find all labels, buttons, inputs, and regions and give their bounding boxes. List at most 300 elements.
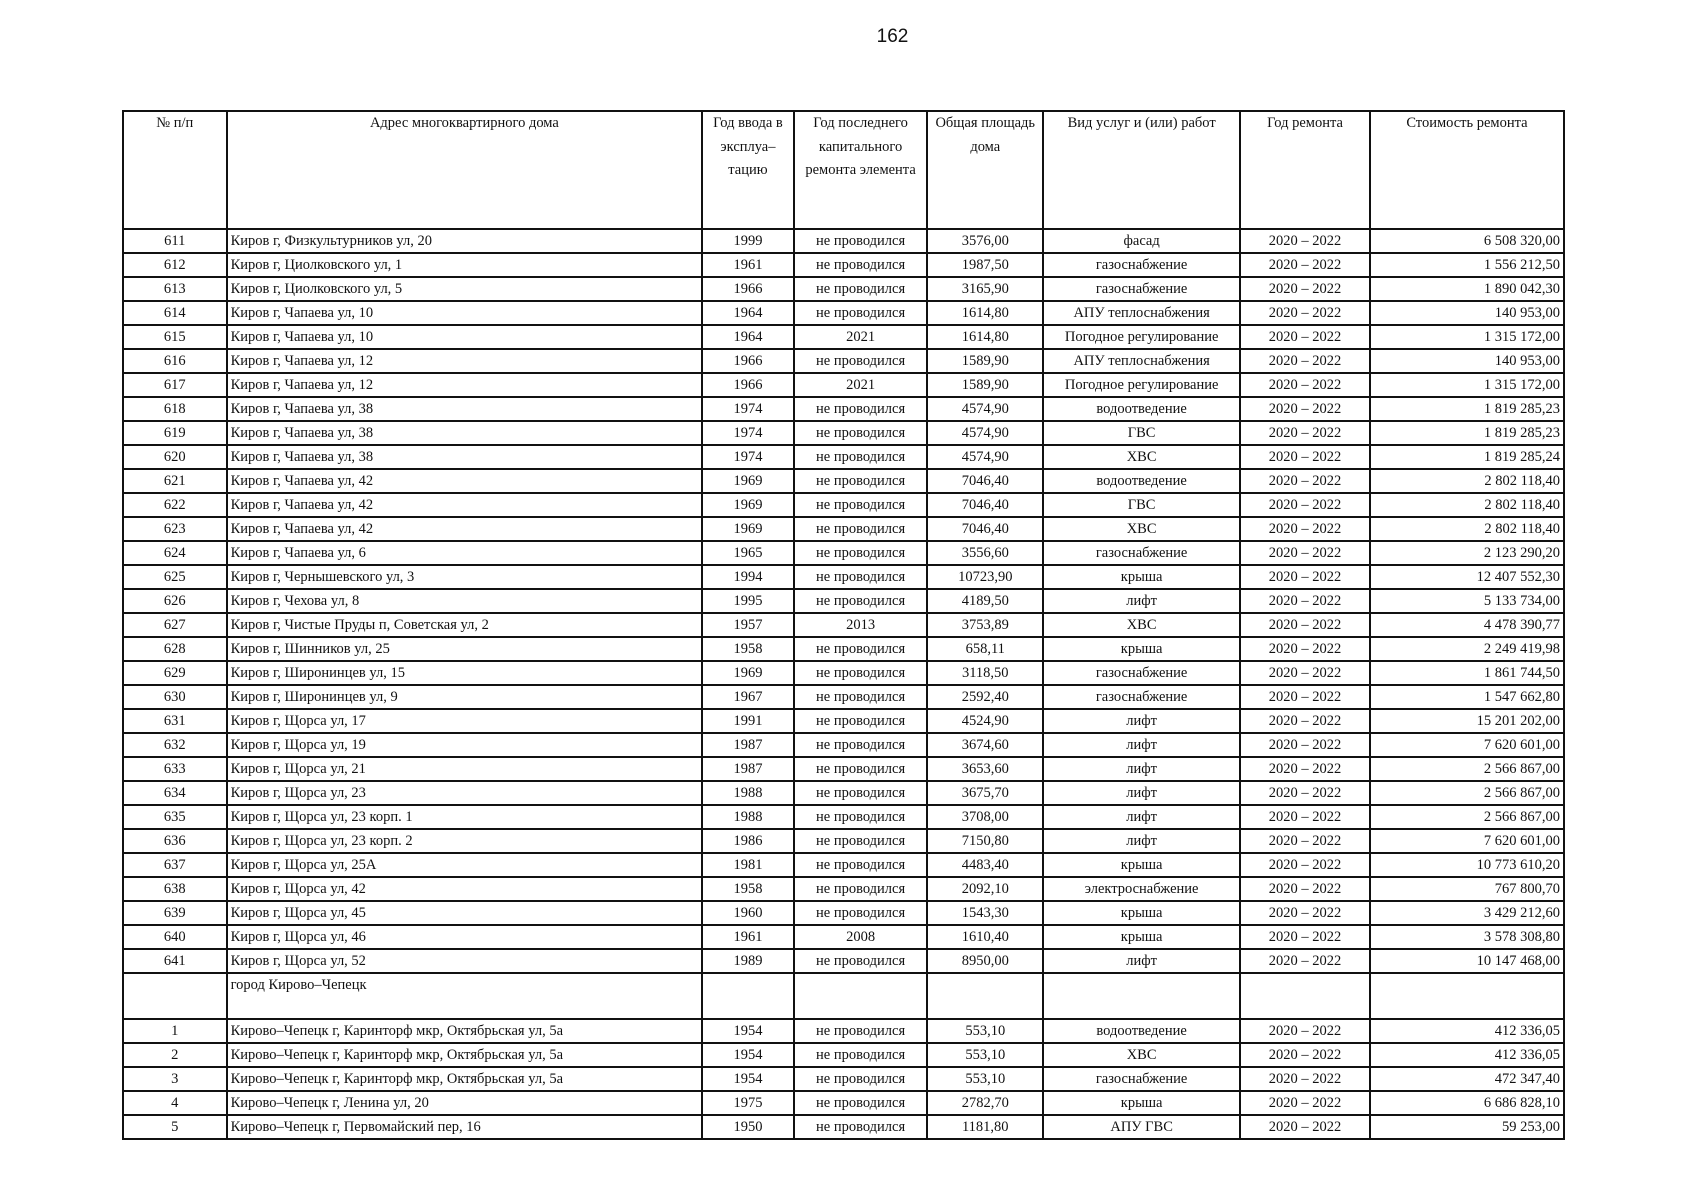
cell-repair-year: 2020 – 2022 [1240, 1019, 1370, 1043]
cell-repair-year: 2020 – 2022 [1240, 565, 1370, 589]
cell-area: 4574,90 [927, 397, 1043, 421]
cell-address: Киров г, Циолковского ул, 1 [227, 253, 703, 277]
cell-cost: 412 336,05 [1370, 1019, 1564, 1043]
cell-last-repair: не проводился [794, 277, 928, 301]
cell-cost: 5 133 734,00 [1370, 589, 1564, 613]
cell-repair-year: 2020 – 2022 [1240, 853, 1370, 877]
cell-address: Киров г, Чапаева ул, 6 [227, 541, 703, 565]
cell-cost: 2 802 118,40 [1370, 517, 1564, 541]
cell-last-repair: не проводился [794, 685, 928, 709]
cell-year-built: 1974 [702, 421, 794, 445]
cell-work-type: лифт [1043, 805, 1240, 829]
cell-year-built: 1999 [702, 229, 794, 253]
section-empty-cell [1043, 973, 1240, 1019]
cell-work-type: крыша [1043, 853, 1240, 877]
repair-table [122, 110, 1565, 1140]
cell-work-type: ХВС [1043, 1043, 1240, 1067]
cell-number: 4 [123, 1091, 227, 1115]
table-row [123, 853, 1564, 877]
cell-year-built: 1981 [702, 853, 794, 877]
cell-last-repair: не проводился [794, 565, 928, 589]
cell-address: Киров г, Чапаева ул, 42 [227, 517, 703, 541]
cell-address: Киров г, Щорса ул, 19 [227, 733, 703, 757]
cell-number: 620 [123, 445, 227, 469]
cell-address: Киров г, Щорса ул, 17 [227, 709, 703, 733]
cell-area: 2092,10 [927, 877, 1043, 901]
table-row [123, 277, 1564, 301]
cell-year-built: 1958 [702, 637, 794, 661]
cell-area: 2592,40 [927, 685, 1043, 709]
cell-cost: 1 556 212,50 [1370, 253, 1564, 277]
table-row [123, 1091, 1564, 1115]
cell-repair-year: 2020 – 2022 [1240, 493, 1370, 517]
cell-cost: 2 802 118,40 [1370, 469, 1564, 493]
section-empty-cell [1240, 973, 1370, 1019]
cell-work-type: ХВС [1043, 445, 1240, 469]
header-area: Общая площадь дома [927, 111, 1043, 229]
cell-area: 7046,40 [927, 517, 1043, 541]
cell-last-repair: не проводился [794, 1091, 928, 1115]
table-row [123, 613, 1564, 637]
cell-last-repair: не проводился [794, 757, 928, 781]
cell-area: 3653,60 [927, 757, 1043, 781]
cell-area: 1543,30 [927, 901, 1043, 925]
cell-work-type: лифт [1043, 589, 1240, 613]
cell-address: Киров г, Чернышевского ул, 3 [227, 565, 703, 589]
cell-repair-year: 2020 – 2022 [1240, 877, 1370, 901]
cell-address: Киров г, Широнинцев ул, 15 [227, 661, 703, 685]
table-row [123, 637, 1564, 661]
cell-last-repair: не проводился [794, 781, 928, 805]
cell-last-repair: не проводился [794, 253, 928, 277]
cell-number: 631 [123, 709, 227, 733]
cell-area: 7046,40 [927, 469, 1043, 493]
cell-area: 1987,50 [927, 253, 1043, 277]
cell-work-type: ГВС [1043, 493, 1240, 517]
cell-last-repair: не проводился [794, 829, 928, 853]
header-row [123, 111, 1564, 229]
cell-work-type: водоотведение [1043, 397, 1240, 421]
header-cost: Стоимость ремонта [1370, 111, 1564, 229]
cell-year-built: 1958 [702, 877, 794, 901]
cell-year-built: 1966 [702, 277, 794, 301]
cell-number: 638 [123, 877, 227, 901]
table-row [123, 445, 1564, 469]
cell-repair-year: 2020 – 2022 [1240, 757, 1370, 781]
cell-cost: 1 819 285,23 [1370, 421, 1564, 445]
cell-number: 635 [123, 805, 227, 829]
cell-work-type: электроснабжение [1043, 877, 1240, 901]
cell-repair-year: 2020 – 2022 [1240, 253, 1370, 277]
cell-area: 1610,40 [927, 925, 1043, 949]
section-empty-cell [1370, 973, 1564, 1019]
cell-last-repair: не проводился [794, 901, 928, 925]
section-empty-cell [702, 973, 794, 1019]
table-row [123, 301, 1564, 325]
cell-last-repair: не проводился [794, 397, 928, 421]
cell-repair-year: 2020 – 2022 [1240, 781, 1370, 805]
cell-year-built: 1991 [702, 709, 794, 733]
cell-address: Киров г, Чапаева ул, 12 [227, 373, 703, 397]
cell-address: Кирово–Чепецк г, Каринторф мкр, Октябрьская ул, 5а [227, 1067, 703, 1091]
cell-area: 1181,80 [927, 1115, 1043, 1139]
cell-area: 1589,90 [927, 349, 1043, 373]
cell-last-repair: не проводился [794, 709, 928, 733]
cell-cost: 1 315 172,00 [1370, 325, 1564, 349]
cell-repair-year: 2020 – 2022 [1240, 469, 1370, 493]
header-last-repair: Год последнего капитального ремонта элемента [794, 111, 928, 229]
cell-area: 3708,00 [927, 805, 1043, 829]
cell-cost: 59 253,00 [1370, 1115, 1564, 1139]
cell-area: 3556,60 [927, 541, 1043, 565]
cell-work-type: водоотведение [1043, 1019, 1240, 1043]
cell-area: 3576,00 [927, 229, 1043, 253]
cell-area: 3753,89 [927, 613, 1043, 637]
cell-last-repair: не проводился [794, 541, 928, 565]
cell-number: 622 [123, 493, 227, 517]
cell-cost: 4 478 390,77 [1370, 613, 1564, 637]
cell-address: Киров г, Физкультурников ул, 20 [227, 229, 703, 253]
cell-number: 617 [123, 373, 227, 397]
cell-repair-year: 2020 – 2022 [1240, 733, 1370, 757]
cell-repair-year: 2020 – 2022 [1240, 709, 1370, 733]
table-row [123, 685, 1564, 709]
cell-cost: 3 578 308,80 [1370, 925, 1564, 949]
cell-address: Киров г, Щорса ул, 52 [227, 949, 703, 973]
cell-last-repair: не проводился [794, 469, 928, 493]
cell-address: Киров г, Чапаева ул, 10 [227, 301, 703, 325]
cell-work-type: Погодное регулирование [1043, 325, 1240, 349]
cell-year-built: 1987 [702, 757, 794, 781]
cell-cost: 7 620 601,00 [1370, 733, 1564, 757]
cell-last-repair: не проводился [794, 637, 928, 661]
table-row [123, 733, 1564, 757]
cell-work-type: АПУ ГВС [1043, 1115, 1240, 1139]
cell-repair-year: 2020 – 2022 [1240, 1043, 1370, 1067]
cell-number: 632 [123, 733, 227, 757]
table-row [123, 829, 1564, 853]
cell-work-type: крыша [1043, 901, 1240, 925]
cell-work-type: АПУ теплоснабжения [1043, 301, 1240, 325]
table-row [123, 661, 1564, 685]
cell-area: 10723,90 [927, 565, 1043, 589]
cell-year-built: 1954 [702, 1019, 794, 1043]
cell-number: 3 [123, 1067, 227, 1091]
cell-area: 1614,80 [927, 301, 1043, 325]
cell-cost: 15 201 202,00 [1370, 709, 1564, 733]
cell-year-built: 1995 [702, 589, 794, 613]
cell-area: 3674,60 [927, 733, 1043, 757]
cell-year-built: 1974 [702, 445, 794, 469]
cell-year-built: 1964 [702, 325, 794, 349]
cell-repair-year: 2020 – 2022 [1240, 685, 1370, 709]
cell-repair-year: 2020 – 2022 [1240, 517, 1370, 541]
table-row [123, 325, 1564, 349]
cell-work-type: газоснабжение [1043, 661, 1240, 685]
cell-work-type: водоотведение [1043, 469, 1240, 493]
cell-number: 621 [123, 469, 227, 493]
cell-work-type: газоснабжение [1043, 541, 1240, 565]
cell-year-built: 1969 [702, 469, 794, 493]
cell-repair-year: 2020 – 2022 [1240, 637, 1370, 661]
cell-last-repair: не проводился [794, 877, 928, 901]
cell-work-type: крыша [1043, 1091, 1240, 1115]
table-row [123, 469, 1564, 493]
cell-cost: 412 336,05 [1370, 1043, 1564, 1067]
cell-year-built: 1964 [702, 301, 794, 325]
cell-address: Киров г, Шинников ул, 25 [227, 637, 703, 661]
cell-address: Киров г, Чапаева ул, 42 [227, 469, 703, 493]
cell-address: Киров г, Чапаева ул, 42 [227, 493, 703, 517]
table-row [123, 757, 1564, 781]
cell-repair-year: 2020 – 2022 [1240, 229, 1370, 253]
cell-area: 4524,90 [927, 709, 1043, 733]
cell-last-repair: не проводился [794, 445, 928, 469]
cell-repair-year: 2020 – 2022 [1240, 325, 1370, 349]
cell-area: 4483,40 [927, 853, 1043, 877]
table-row [123, 1043, 1564, 1067]
cell-cost: 6 686 828,10 [1370, 1091, 1564, 1115]
repair-table-wrapper [122, 110, 1565, 1140]
cell-cost: 1 315 172,00 [1370, 373, 1564, 397]
cell-year-built: 1974 [702, 397, 794, 421]
cell-address: Киров г, Чистые Пруды п, Советская ул, 2 [227, 613, 703, 637]
cell-repair-year: 2020 – 2022 [1240, 829, 1370, 853]
cell-address: Киров г, Щорса ул, 42 [227, 877, 703, 901]
cell-address: Киров г, Щорса ул, 25А [227, 853, 703, 877]
header-address: Адрес многоквартирного дома [227, 111, 703, 229]
cell-area: 553,10 [927, 1043, 1043, 1067]
cell-area: 3118,50 [927, 661, 1043, 685]
cell-last-repair: 2021 [794, 373, 928, 397]
cell-work-type: лифт [1043, 781, 1240, 805]
cell-repair-year: 2020 – 2022 [1240, 1115, 1370, 1139]
table-row [123, 805, 1564, 829]
cell-repair-year: 2020 – 2022 [1240, 373, 1370, 397]
cell-year-built: 1950 [702, 1115, 794, 1139]
cell-year-built: 1988 [702, 781, 794, 805]
cell-cost: 12 407 552,30 [1370, 565, 1564, 589]
cell-year-built: 1967 [702, 685, 794, 709]
cell-repair-year: 2020 – 2022 [1240, 613, 1370, 637]
cell-year-built: 1954 [702, 1067, 794, 1091]
cell-number: 633 [123, 757, 227, 781]
cell-work-type: крыша [1043, 565, 1240, 589]
cell-area: 553,10 [927, 1019, 1043, 1043]
cell-last-repair: не проводился [794, 1115, 928, 1139]
cell-repair-year: 2020 – 2022 [1240, 949, 1370, 973]
cell-repair-year: 2020 – 2022 [1240, 1067, 1370, 1091]
cell-repair-year: 2020 – 2022 [1240, 661, 1370, 685]
table-row [123, 709, 1564, 733]
table-row [123, 541, 1564, 565]
cell-year-built: 1961 [702, 253, 794, 277]
section-empty-cell [794, 973, 928, 1019]
cell-last-repair: не проводился [794, 349, 928, 373]
cell-last-repair: не проводился [794, 661, 928, 685]
cell-year-built: 1966 [702, 349, 794, 373]
cell-address: Киров г, Щорса ул, 23 корп. 2 [227, 829, 703, 853]
cell-year-built: 1969 [702, 493, 794, 517]
cell-last-repair: не проводился [794, 589, 928, 613]
cell-address: Кирово–Чепецк г, Первомайский пер, 16 [227, 1115, 703, 1139]
cell-number: 627 [123, 613, 227, 637]
cell-number: 615 [123, 325, 227, 349]
section-empty-cell [927, 973, 1043, 1019]
table-row [123, 1115, 1564, 1139]
cell-address: Киров г, Щорса ул, 46 [227, 925, 703, 949]
cell-cost: 10 147 468,00 [1370, 949, 1564, 973]
table-row [123, 1067, 1564, 1091]
table-row [123, 925, 1564, 949]
cell-address: Киров г, Щорса ул, 45 [227, 901, 703, 925]
cell-number: 629 [123, 661, 227, 685]
cell-area: 553,10 [927, 1067, 1043, 1091]
cell-repair-year: 2020 – 2022 [1240, 925, 1370, 949]
cell-address: Киров г, Чехова ул, 8 [227, 589, 703, 613]
cell-work-type: лифт [1043, 733, 1240, 757]
table-row [123, 373, 1564, 397]
cell-number: 628 [123, 637, 227, 661]
cell-address: Киров г, Щорса ул, 21 [227, 757, 703, 781]
cell-number: 5 [123, 1115, 227, 1139]
cell-cost: 1 819 285,23 [1370, 397, 1564, 421]
cell-last-repair: 2008 [794, 925, 928, 949]
table-row [123, 781, 1564, 805]
cell-year-built: 1960 [702, 901, 794, 925]
table-row [123, 397, 1564, 421]
cell-work-type: газоснабжение [1043, 253, 1240, 277]
cell-number: 614 [123, 301, 227, 325]
cell-year-built: 1957 [702, 613, 794, 637]
cell-cost: 472 347,40 [1370, 1067, 1564, 1091]
cell-cost: 2 802 118,40 [1370, 493, 1564, 517]
cell-number: 625 [123, 565, 227, 589]
header-year-built: Год ввода в эксплуа–тацию [702, 111, 794, 229]
cell-work-type: лифт [1043, 949, 1240, 973]
cell-number: 2 [123, 1043, 227, 1067]
cell-work-type: крыша [1043, 925, 1240, 949]
cell-cost: 2 566 867,00 [1370, 805, 1564, 829]
cell-last-repair: не проводился [794, 493, 928, 517]
cell-work-type: АПУ теплоснабжения [1043, 349, 1240, 373]
cell-number: 619 [123, 421, 227, 445]
cell-area: 3675,70 [927, 781, 1043, 805]
table-row [123, 565, 1564, 589]
cell-area: 1589,90 [927, 373, 1043, 397]
table-row [123, 229, 1564, 253]
cell-address: Киров г, Широнинцев ул, 9 [227, 685, 703, 709]
table-row [123, 517, 1564, 541]
cell-year-built: 1966 [702, 373, 794, 397]
cell-last-repair: 2021 [794, 325, 928, 349]
cell-address: Киров г, Чапаева ул, 12 [227, 349, 703, 373]
table-row [123, 1019, 1564, 1043]
cell-cost: 10 773 610,20 [1370, 853, 1564, 877]
cell-address: Киров г, Чапаева ул, 38 [227, 397, 703, 421]
cell-number: 612 [123, 253, 227, 277]
cell-year-built: 1954 [702, 1043, 794, 1067]
cell-cost: 1 890 042,30 [1370, 277, 1564, 301]
cell-last-repair: не проводился [794, 733, 928, 757]
cell-repair-year: 2020 – 2022 [1240, 349, 1370, 373]
cell-address: Киров г, Щорса ул, 23 корп. 1 [227, 805, 703, 829]
cell-last-repair: не проводился [794, 1019, 928, 1043]
cell-last-repair: не проводился [794, 1067, 928, 1091]
header-number: № п/п [123, 111, 227, 229]
cell-number: 624 [123, 541, 227, 565]
cell-number: 623 [123, 517, 227, 541]
cell-repair-year: 2020 – 2022 [1240, 301, 1370, 325]
cell-work-type: газоснабжение [1043, 1067, 1240, 1091]
cell-cost: 1 547 662,80 [1370, 685, 1564, 709]
table-row [123, 901, 1564, 925]
cell-area: 658,11 [927, 637, 1043, 661]
cell-work-type: лифт [1043, 757, 1240, 781]
cell-work-type: ГВС [1043, 421, 1240, 445]
section-empty-cell [123, 973, 227, 1019]
cell-area: 4574,90 [927, 421, 1043, 445]
cell-work-type: газоснабжение [1043, 277, 1240, 301]
cell-last-repair: не проводился [794, 517, 928, 541]
cell-work-type: ХВС [1043, 517, 1240, 541]
header-repair-year: Год ремонта [1240, 111, 1370, 229]
cell-repair-year: 2020 – 2022 [1240, 421, 1370, 445]
cell-cost: 2 566 867,00 [1370, 781, 1564, 805]
cell-year-built: 1986 [702, 829, 794, 853]
table-row [123, 349, 1564, 373]
cell-number: 641 [123, 949, 227, 973]
cell-work-type: газоснабжение [1043, 685, 1240, 709]
cell-address: Киров г, Циолковского ул, 5 [227, 277, 703, 301]
cell-address: Киров г, Щорса ул, 23 [227, 781, 703, 805]
cell-work-type: фасад [1043, 229, 1240, 253]
cell-repair-year: 2020 – 2022 [1240, 397, 1370, 421]
cell-cost: 2 566 867,00 [1370, 757, 1564, 781]
cell-last-repair: не проводился [794, 805, 928, 829]
cell-repair-year: 2020 – 2022 [1240, 805, 1370, 829]
cell-last-repair: не проводился [794, 229, 928, 253]
cell-area: 3165,90 [927, 277, 1043, 301]
cell-last-repair: не проводился [794, 949, 928, 973]
page-number: 162 [876, 26, 909, 47]
cell-cost: 2 123 290,20 [1370, 541, 1564, 565]
cell-year-built: 1965 [702, 541, 794, 565]
cell-year-built: 1988 [702, 805, 794, 829]
header-work-type: Вид услуг и (или) работ [1043, 111, 1240, 229]
table-body [123, 229, 1564, 1139]
cell-cost: 1 819 285,24 [1370, 445, 1564, 469]
cell-number: 637 [123, 853, 227, 877]
cell-year-built: 1987 [702, 733, 794, 757]
cell-year-built: 1994 [702, 565, 794, 589]
cell-number: 639 [123, 901, 227, 925]
cell-year-built: 1989 [702, 949, 794, 973]
cell-cost: 140 953,00 [1370, 301, 1564, 325]
cell-cost: 140 953,00 [1370, 349, 1564, 373]
cell-number: 636 [123, 829, 227, 853]
cell-area: 7150,80 [927, 829, 1043, 853]
table-row [123, 493, 1564, 517]
cell-cost: 7 620 601,00 [1370, 829, 1564, 853]
cell-number: 1 [123, 1019, 227, 1043]
cell-address: Киров г, Чапаева ул, 10 [227, 325, 703, 349]
cell-cost: 2 249 419,98 [1370, 637, 1564, 661]
cell-work-type: лифт [1043, 709, 1240, 733]
cell-cost: 1 861 744,50 [1370, 661, 1564, 685]
cell-area: 8950,00 [927, 949, 1043, 973]
cell-area: 4189,50 [927, 589, 1043, 613]
